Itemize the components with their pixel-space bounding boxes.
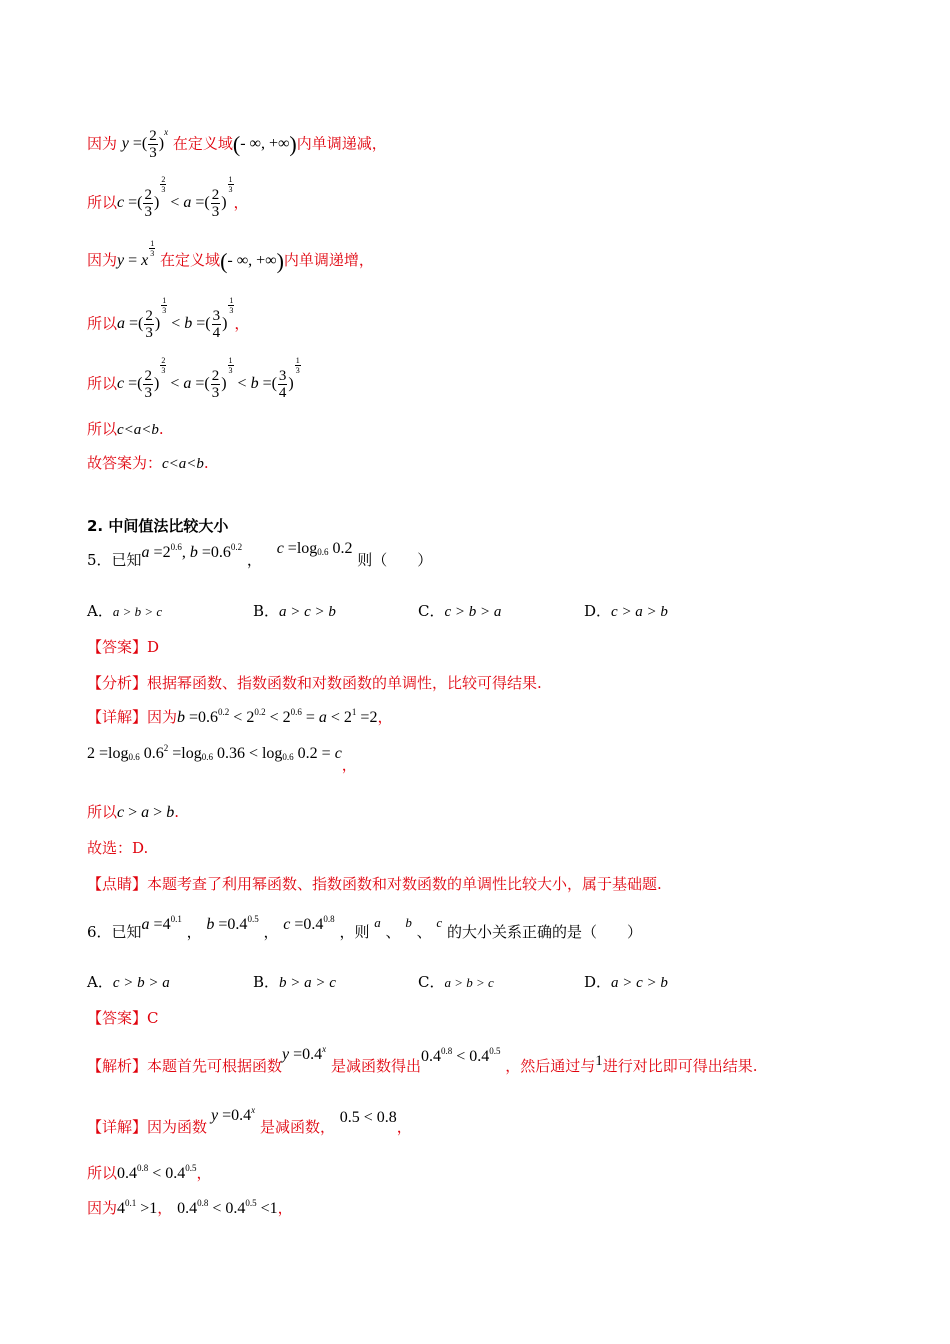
- text: 、: [385, 923, 401, 941]
- text: 所以: [87, 374, 118, 393]
- text: ，: [246, 551, 262, 569]
- text: 【详解】因为函数: [87, 1118, 208, 1136]
- formula-c-a-b: c > a > b: [117, 804, 175, 821]
- detail-5-line-2: [87, 742, 357, 774]
- detail-6-line-3: [87, 1198, 293, 1219]
- text: ，: [196, 1164, 212, 1182]
- option-expr: a > c > b: [279, 604, 336, 620]
- option-expr: a > c > b: [611, 975, 668, 991]
- line-7: [87, 453, 209, 474]
- text: 所以: [87, 803, 118, 821]
- text: ，: [263, 923, 279, 941]
- text: ，: [377, 708, 393, 726]
- text: 则（ ）: [357, 551, 433, 569]
- option-expr: c > a > b: [611, 604, 668, 620]
- text: 的大小关系正确的是（ ）: [446, 923, 642, 941]
- option-a[interactable]: [87, 971, 170, 992]
- text: 进行对比即可得出结果.: [602, 1057, 758, 1075]
- option-a[interactable]: [87, 600, 162, 621]
- analysis-6: [87, 1044, 758, 1077]
- option-label: B．: [253, 973, 280, 991]
- option-c[interactable]: [418, 600, 501, 621]
- formula-a-b: $a =2^{0.6}$, $b =0.6^{0.2}$: [141, 542, 243, 561]
- answer-5: 【答案】D: [87, 638, 160, 656]
- line-3: [87, 239, 374, 274]
- text: .: [174, 803, 179, 821]
- text: 故答案为：: [87, 454, 163, 472]
- text: 【详解】因为: [87, 708, 178, 726]
- option-label: D．: [584, 973, 612, 991]
- text: 所以: [87, 1164, 118, 1182]
- formula-04-lt-1: $0.4^{0.8} < 0.4^{0.5} <1$: [177, 1198, 278, 1217]
- option-label: A．: [87, 973, 113, 991]
- text: .: [158, 420, 164, 438]
- detail-6: [87, 1105, 412, 1138]
- formula-y-two-thirds-x: y =( $\frac{2}{3}$ )$^x$: [121, 127, 169, 161]
- formula-log-chain: $2 =\log_{0.6}$ $0.6^2 =\log_{0.6}$ $0.36 < \log_{0.6} 0.2 = c$: [87, 742, 342, 762]
- option-d[interactable]: [584, 971, 668, 992]
- text: 在定义域: [172, 134, 233, 153]
- text: ，: [396, 1118, 412, 1136]
- question-5: [87, 539, 433, 572]
- option-expr: a > b > c: [112, 604, 163, 619]
- formula-one: 1: [595, 1053, 603, 1069]
- var-b: b: [405, 915, 412, 930]
- formula-c-log: $c =\log_{0.6}$ 0.2: [276, 539, 353, 557]
- option-label: B．: [253, 602, 280, 620]
- var-c: c: [436, 915, 443, 930]
- detail-6-line-2: [87, 1163, 212, 1184]
- text: 因为: [87, 134, 118, 153]
- option-label: C．: [418, 973, 445, 991]
- text: ，: [157, 1199, 173, 1217]
- text: 因为: [87, 1199, 118, 1217]
- formula-domain: (- ∞, +∞): [220, 248, 284, 274]
- formula-04-ineq: $0.4^{0.8} < 0.4^{0.5}$: [420, 1046, 501, 1065]
- text: 是减函数得出: [330, 1057, 421, 1075]
- text: 内单调递增，: [283, 251, 374, 269]
- option-c[interactable]: [418, 971, 494, 992]
- option-label: C．: [418, 602, 445, 620]
- text: ，: [234, 314, 250, 333]
- text: 所以: [87, 314, 118, 333]
- option-d[interactable]: [584, 600, 668, 621]
- line-5: [87, 356, 301, 401]
- choose-5: 故选：D.: [87, 839, 149, 857]
- question-6: [87, 914, 642, 943]
- option-label: A．: [87, 602, 113, 620]
- text: ，: [277, 1199, 293, 1217]
- option-label: D．: [584, 602, 612, 620]
- text: 、: [416, 923, 432, 941]
- formula-4-gt-1: $4^{0.1} >1$: [117, 1198, 158, 1217]
- formula-c-04: $c =0.4^{0.8}$: [283, 914, 335, 933]
- formula-c-lt-a: c =( $\frac{2}{3}$ ) $\frac{2}{3}$ < a =( $\frac{2}{3}$ ) $\frac{1}{3}$: [117, 175, 233, 220]
- text: ，: [341, 756, 357, 774]
- text: 所以: [87, 193, 118, 212]
- option-expr: b > a > c: [279, 975, 336, 991]
- line-1: [87, 128, 387, 161]
- text: ，则: [339, 923, 370, 941]
- text: 【解析】本题首先可根据函数: [87, 1057, 283, 1075]
- line-6: [87, 419, 164, 440]
- text: .: [203, 454, 209, 472]
- option-expr: c > b > a: [444, 604, 502, 620]
- detail-5: [87, 707, 392, 728]
- text: 内单调递减，: [296, 134, 387, 153]
- text: 所以: [87, 420, 118, 438]
- formula-domain: (- ∞, +∞): [232, 131, 297, 157]
- line-4: [87, 296, 250, 341]
- formula-a-4: $a =4^{0.1}$: [141, 914, 182, 933]
- question-number: 6．已知: [87, 923, 142, 941]
- text: ，然后通过与: [505, 1057, 596, 1075]
- option-b[interactable]: [253, 600, 336, 621]
- formula: c<a<b: [162, 456, 204, 472]
- comment-5: 【点睛】本题考查了利用幂函数、指数函数和对数函数的单调性比较大小，属于基础题.: [87, 875, 662, 893]
- section-heading: 2. 中间值法比较大小: [87, 517, 229, 535]
- text: ，: [186, 923, 202, 941]
- text: 因为: [87, 251, 118, 269]
- text: 在定义域: [160, 251, 221, 269]
- formula-detail-5: $b =0.6^{0.2} < 2^{0.2} < 2^{0.6} = a < 2^1 =2$: [177, 707, 378, 726]
- formula-c-lt-a-lt-b: c =( $\frac{2}{3}$ ) $\frac{2}{3}$ < a =( $\frac{2}{3}$ ) $\frac{1}{3}$ < b =( $\frac{3}{4}$ ) $\frac{1}{3}$: [117, 356, 300, 401]
- option-expr: c > b > a: [112, 975, 170, 991]
- text: 是减函数，: [259, 1118, 335, 1136]
- analysis-5: 【分析】根据幂函数、指数函数和对数函数的单调性，比较可得结果.: [87, 674, 542, 692]
- formula-y-04x: $y =0.4^x$: [282, 1044, 327, 1063]
- formula-04-ineq: $0.4^{0.8} < 0.4^{0.5}$: [117, 1163, 197, 1182]
- line-2: [87, 175, 249, 220]
- formula-y-x-one-third: y = x $\frac{1}{3}$: [117, 239, 155, 269]
- detail-5-line-3: [87, 802, 179, 823]
- formula-y-04x: $y =0.4^x$: [211, 1105, 256, 1124]
- formula-05-08: 0.5 < 0.8: [339, 1109, 397, 1126]
- option-b[interactable]: [253, 971, 336, 992]
- question-number: 5．已知: [87, 551, 142, 569]
- text: ，: [233, 193, 249, 212]
- var-a: a: [374, 915, 381, 930]
- formula-b-04: $b =0.4^{0.5}$: [206, 914, 259, 933]
- answer-6: 【答案】C: [87, 1009, 159, 1027]
- formula: c<a<b: [117, 422, 159, 438]
- option-expr: a > b > c: [444, 975, 494, 990]
- formula-a-lt-b: a =( $\frac{2}{3}$ ) $\frac{1}{3}$ < b =( $\frac{3}{4}$ ) $\frac{1}{3}$: [117, 296, 234, 341]
